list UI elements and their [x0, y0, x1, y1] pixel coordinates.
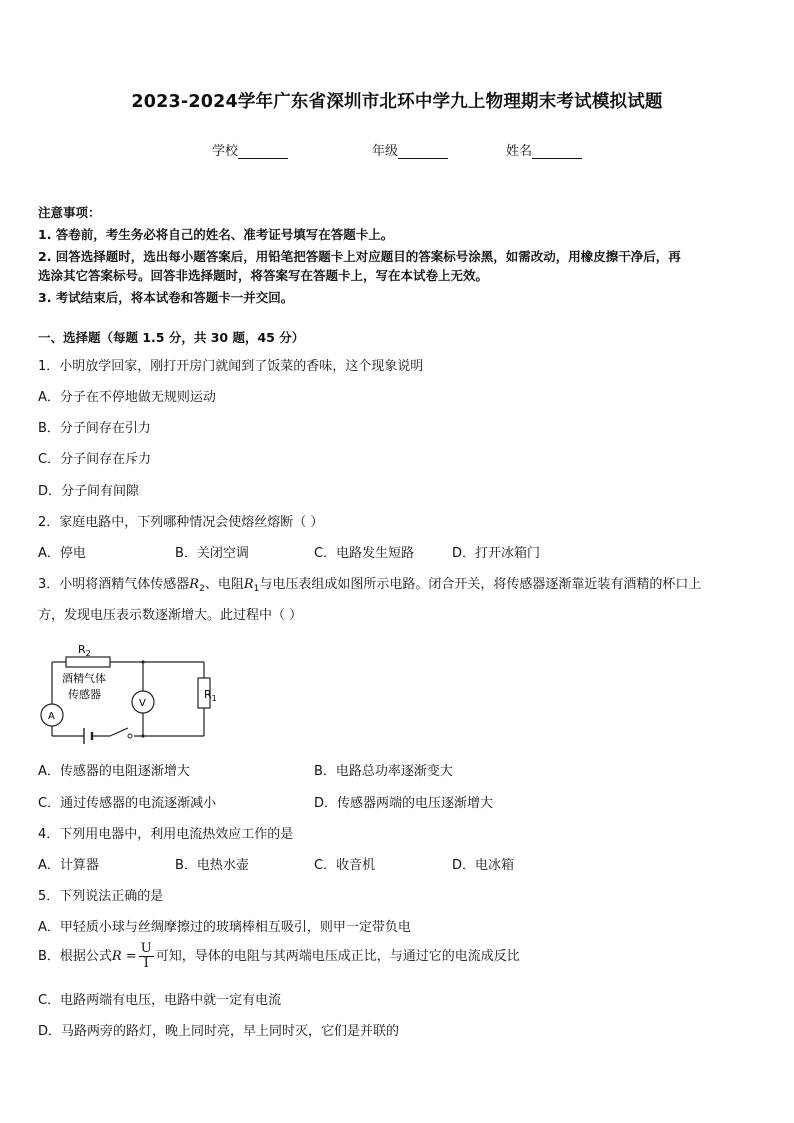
- note-1: 1. 答卷前，考生务必将自己的姓名、准考证号填写在答题卡上。: [38, 227, 394, 242]
- q3-option-b: B．电路总功率逐渐变大: [314, 764, 453, 779]
- q3-circuit-diagram: [38, 638, 218, 748]
- q4-stem: 4．下列用电器中，利用电流热效应工作的是: [38, 827, 294, 842]
- formula-lhs: R =: [111, 949, 137, 964]
- section-heading: 一、选择题（每题 1.5 分，共 30 题，45 分）: [38, 330, 305, 345]
- q2-option-a: A．停电: [38, 546, 86, 561]
- notes-heading: 注意事项：: [38, 205, 101, 220]
- q4-option-c: C．收音机: [314, 858, 376, 873]
- voltmeter-label: V: [139, 698, 146, 709]
- formula-numerator: U: [140, 941, 152, 956]
- q1-option-a: A．分子在不停地做无规则运动: [38, 390, 216, 405]
- school-label: 学校: [212, 144, 239, 159]
- q2-option-b: B．关闭空调: [175, 546, 249, 561]
- q2-stem: 2．家庭电路中，下列哪种情况会使熔丝熔断（ ）: [38, 515, 324, 530]
- q5-option-a: A．甲轻质小球与丝绸摩擦过的玻璃棒相互吸引，则甲一定带负电: [38, 920, 411, 935]
- q3-option-a: A．传感器的电阻逐渐增大: [38, 764, 190, 779]
- q4-option-d: D．电冰箱: [452, 858, 515, 873]
- sensor-label-line-2: 传感器: [68, 688, 101, 701]
- r2-resistor-icon: [66, 657, 110, 667]
- name-field: [506, 140, 582, 159]
- q4-option-a: A．计算器: [38, 858, 99, 873]
- q3-option-c: C．通过传感器的电流逐渐减小: [38, 796, 217, 811]
- note-2-continued: 选涂其它答案标号。回答非选择题时，将答案写在答题卡上，写在本试卷上无效。: [38, 268, 489, 283]
- q3-stem-line-2: 方，发现电压表示数逐渐增大。此过程中（ ）: [38, 608, 303, 623]
- grade-field: [372, 140, 448, 159]
- q5-option-d: D．马路两旁的路灯，晚上同时亮，早上同时灭，它们是并联的: [38, 1024, 400, 1039]
- note-3: 3. 考试结束后，将本试卷和答题卡一并交回。: [38, 290, 294, 305]
- q3-r2-symbol: R: [189, 577, 200, 592]
- name-blank: [532, 144, 582, 159]
- q3-r1-subscript: 1: [253, 584, 260, 594]
- school-blank: [238, 144, 288, 159]
- switch-icon: [110, 728, 128, 736]
- name-label: 姓名: [506, 144, 533, 159]
- grade-blank: [398, 144, 448, 159]
- formula-denominator: I: [143, 956, 149, 971]
- q3-stem: [38, 573, 701, 594]
- q1-stem: 1．小明放学回家，刚打开房门就闻到了饭菜的香味，这个现象说明: [38, 359, 424, 374]
- r1-label: $R_1$: [204, 688, 217, 703]
- q2-option-c: C．电路发生短路: [314, 546, 415, 561]
- page-title: 2023-2024学年广东省深圳市北环中学九上物理期末考试模拟试题: [131, 92, 663, 112]
- q5-option-b: [38, 942, 520, 971]
- q3-option-d: D．传感器两端的电压逐渐增大: [314, 796, 494, 811]
- note-2: 2. 回答选择题时，选出每小题答案后，用铅笔把答题卡上对应题目的答案标号涂黑，如需改动，用橡皮擦干净后，再: [38, 249, 681, 264]
- q3-stem-part-3: 与电压表组成如图所示电路。闭合开关，将传感器逐渐靠近装有酒精的杯口上: [259, 577, 702, 592]
- q3-stem-part-2: 、电阻: [204, 577, 244, 592]
- q3-r2-subscript: 2: [199, 584, 205, 594]
- q3-stem-part-1: 3．小明将酒精气体传感器: [38, 577, 190, 592]
- ammeter-label: A: [48, 711, 55, 722]
- q5-stem: 5．下列说法正确的是: [38, 889, 164, 904]
- q5-option-b-suffix: 可知，导体的电阻与其两端电压成正比，与通过它的电流成反比: [155, 949, 520, 964]
- q1-option-b: B．分子间存在引力: [38, 421, 151, 436]
- q5-option-c: C．电路两端有电压，电路中就一定有电流: [38, 993, 282, 1008]
- q1-option-c: C．分子间存在斥力: [38, 452, 152, 467]
- r2-label: $R_2$: [78, 643, 91, 658]
- q5-option-b-prefix: B．根据公式: [38, 949, 112, 964]
- grade-label: 年级: [372, 144, 399, 159]
- formula-fraction: [139, 942, 154, 971]
- school-field: [212, 140, 288, 159]
- q3-r1-symbol: R: [243, 577, 254, 592]
- sensor-label-line-1: 酒精气体: [62, 672, 106, 685]
- q1-option-d: D．分子间有间隙: [38, 484, 140, 499]
- q2-option-d: D．打开冰箱门: [452, 546, 541, 561]
- q4-option-b: B．电热水壶: [175, 858, 249, 873]
